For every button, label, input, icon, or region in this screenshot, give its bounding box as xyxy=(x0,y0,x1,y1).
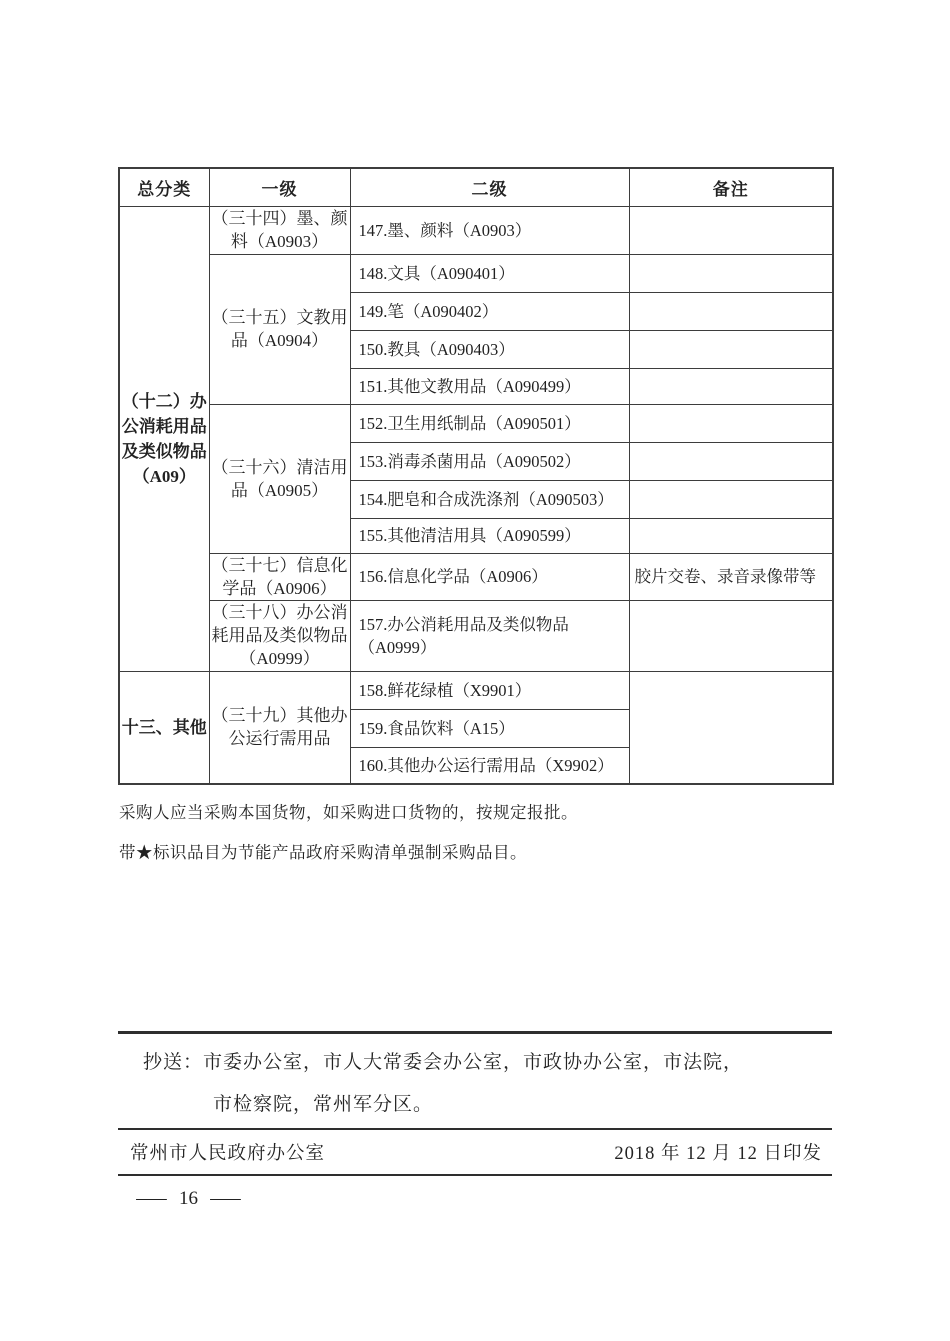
level2-cell-158: 158.鲜花绿植（X9901） xyxy=(350,671,629,709)
level1-cell-37: （三十七）信息化学品（A0906） xyxy=(209,553,350,600)
level1-cell-34: （三十四）墨、颜料（A0903） xyxy=(209,206,350,254)
remark-cell-149 xyxy=(629,292,833,330)
level2-cell-159: 159.食品饮料（A15） xyxy=(350,709,629,747)
remark-cell-group13 xyxy=(629,671,833,784)
classification-table xyxy=(118,167,834,785)
level1-cell-35: （三十五）文教用品（A0904） xyxy=(209,254,350,404)
level2-cell-147: 147.墨、颜料（A0903） xyxy=(350,206,629,254)
document-footer xyxy=(118,1031,832,1176)
cc-block xyxy=(118,1034,832,1128)
level2-cell-156: 156.信息化学品（A0906） xyxy=(350,553,629,600)
category-cell-a09: （十二）办公消耗用品及类似物品（A09） xyxy=(119,206,209,671)
table-row xyxy=(119,553,833,600)
level2-cell-157: 157.办公消耗用品及类似物品（A0999） xyxy=(350,600,629,671)
level2-cell-149: 149.笔（A090402） xyxy=(350,292,629,330)
remark-cell-147 xyxy=(629,206,833,254)
remark-cell-157 xyxy=(629,600,833,671)
header-cell-remark: 备注 xyxy=(629,168,833,206)
page-number-value: 16 xyxy=(179,1188,198,1209)
remark-cell-152 xyxy=(629,404,833,442)
level2-cell-152: 152.卫生用纸制品（A090501） xyxy=(350,404,629,442)
header-cell-category: 总分类 xyxy=(119,168,209,206)
footer-bottom-rule xyxy=(118,1174,832,1176)
level1-cell-36: （三十六）清洁用品（A0905） xyxy=(209,404,350,553)
table-row xyxy=(119,600,833,671)
level2-cell-155: 155.其他清洁用具（A090599） xyxy=(350,518,629,553)
level1-cell-39: （三十九）其他办公运行需用品 xyxy=(209,671,350,784)
level2-cell-148: 148.文具（A090401） xyxy=(350,254,629,292)
issue-row xyxy=(118,1130,832,1174)
note-domestic-goods: 采购人应当采购本国货物，如采购进口货物的，按规定报批。 xyxy=(119,803,578,822)
cc-line-1: 抄送：市委办公室，市人大常委会办公室，市政协办公室，市法院， xyxy=(143,1052,744,1073)
cc-line-2: 市检察院，常州军分区。 xyxy=(213,1094,434,1115)
note-star-items: 带★标识品目为节能产品政府采购清单强制采购品目。 xyxy=(119,843,527,862)
table-row xyxy=(119,206,833,254)
remark-cell-150 xyxy=(629,330,833,368)
level2-cell-150: 150.教具（A090403） xyxy=(350,330,629,368)
header-cell-level1: 一级 xyxy=(209,168,350,206)
level2-cell-154: 154.肥皂和合成洗涤剂（A090503） xyxy=(350,480,629,518)
table-header-row xyxy=(119,168,833,206)
remark-cell-155 xyxy=(629,518,833,553)
page-number-dash-right: — xyxy=(210,1188,241,1209)
issuer: 常州市人民政府办公室 xyxy=(130,1144,326,1164)
issue-date: 2018 年 12 月 12 日印发 xyxy=(614,1144,822,1164)
page-number xyxy=(136,1188,241,1210)
table-row xyxy=(119,671,833,709)
level2-cell-153: 153.消毒杀菌用品（A090502） xyxy=(350,442,629,480)
level2-cell-160: 160.其他办公运行需用品（X9902） xyxy=(350,747,629,784)
table-row xyxy=(119,254,833,292)
remark-cell-151 xyxy=(629,368,833,404)
category-cell-13: 十三、其他 xyxy=(119,671,209,784)
table-row xyxy=(119,404,833,442)
remark-cell-148 xyxy=(629,254,833,292)
header-cell-level2: 二级 xyxy=(350,168,629,206)
level1-cell-38: （三十八）办公消耗用品及类似物品（A0999） xyxy=(209,600,350,671)
level2-cell-151: 151.其他文教用品（A090499） xyxy=(350,368,629,404)
remark-cell-156: 胶片交卷、录音录像带等 xyxy=(629,553,833,600)
remark-cell-153 xyxy=(629,442,833,480)
remark-cell-154 xyxy=(629,480,833,518)
page-number-dash-left: — xyxy=(136,1188,167,1209)
